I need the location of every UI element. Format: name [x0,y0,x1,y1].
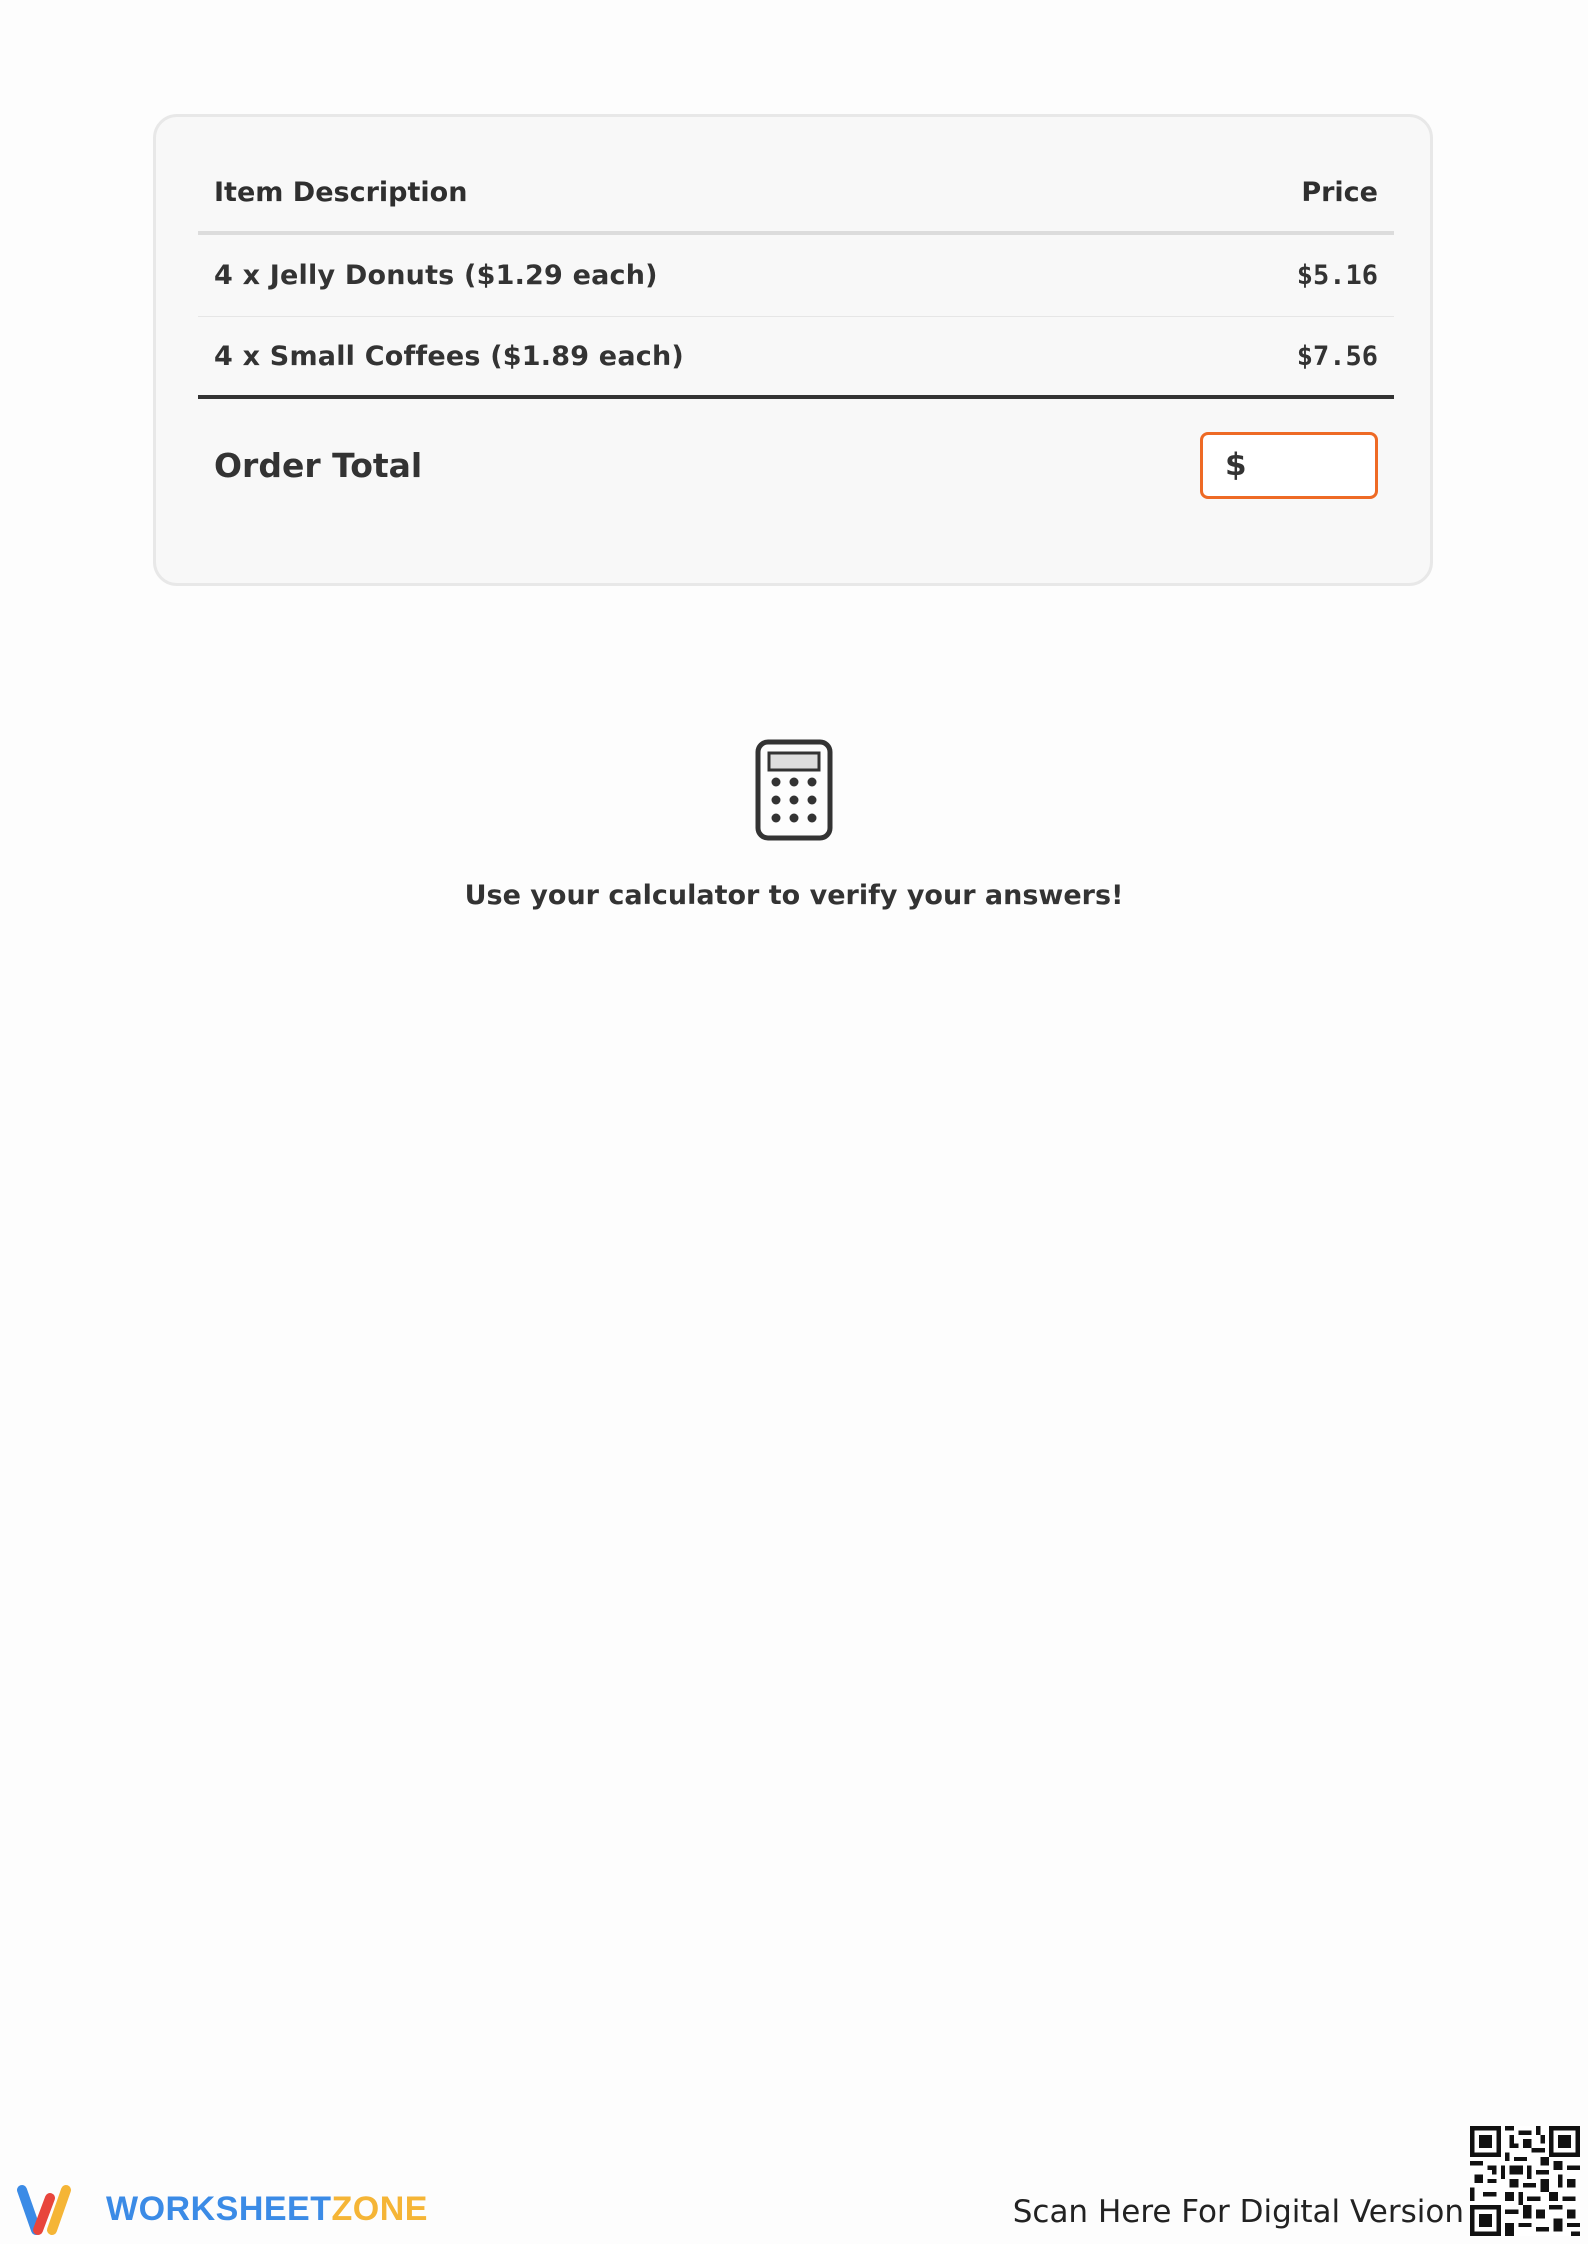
item-price: $5.16 [1296,260,1378,291]
order-table [198,117,1394,531]
worksheetzone-logo [16,2180,428,2238]
total-row [198,399,1394,531]
qr-code-icon [1470,2126,1580,2236]
scan-instruction: Scan Here For Digital Version [1012,2194,1464,2230]
currency-prefix: $ [1225,447,1247,483]
table-row [198,317,1394,399]
calculator-icon [754,738,834,842]
header-description: Item Description [214,176,468,208]
table-header [198,117,1394,235]
brand-name-part1: WORKSHEET [106,2189,332,2228]
item-description: 4 x Jelly Donuts ($1.29 each) [214,260,658,291]
order-total-answer-field[interactable] [1200,432,1378,499]
brand-name [106,2190,428,2229]
calculator-hint: Use your calculator to verify your answers! [464,880,1124,911]
order-card [153,114,1433,586]
brand-name-part2: ZONE [331,2189,428,2228]
header-price: Price [1301,176,1378,208]
item-description: 4 x Small Coffees ($1.89 each) [214,340,684,372]
table-row [198,235,1394,317]
order-total-label: Order Total [214,445,423,485]
worksheetzone-logo-icon [16,2180,92,2238]
item-price: $7.56 [1296,340,1378,372]
